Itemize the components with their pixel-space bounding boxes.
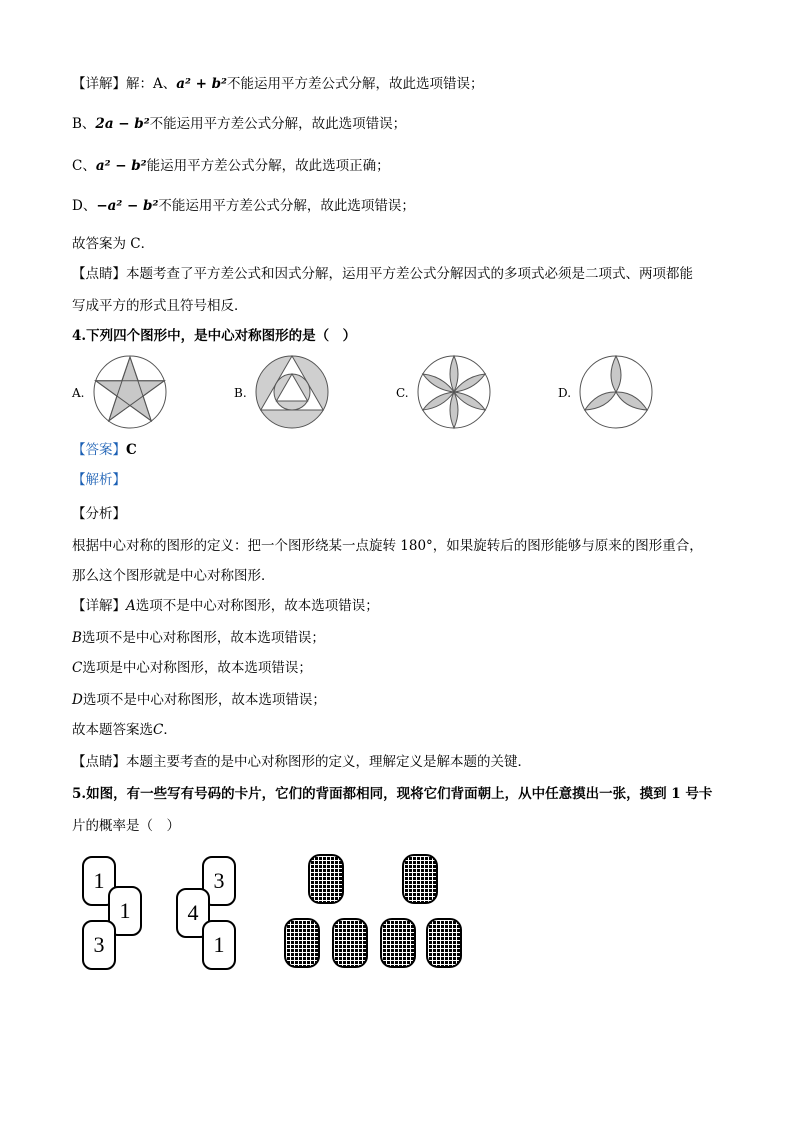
line-text: 选项是中心对称图形，故本选项错误； [82,660,312,676]
math-expression: −a² − b² [96,198,159,214]
line-text: 不能运用平方差公式分解，故此选项错误； [158,198,415,214]
q4-comment-line [72,752,531,772]
q5-question-line-2: 片的概率是（ ） [72,818,180,834]
card-back [308,854,344,904]
q4-detail-line-c [72,658,312,678]
math-expression: a² − b² [95,158,147,174]
answer-tag: 【答案】 [72,442,126,458]
q3-comment-line-2: 写成平方的形式且符号相反． [72,298,248,314]
card-back [380,918,416,968]
option-prefix: B、 [72,116,96,132]
q5-cards-figure [72,854,492,984]
card-front: 1 [108,886,142,936]
option-letter: B [72,630,82,646]
card-front: 1 [82,856,116,906]
line-text: 选项不是中心对称图形，故本选项错误； [135,598,379,614]
option-d-label: D. [558,386,572,400]
q3-detail-line-a [72,74,483,94]
q3-detail-line-b [72,114,406,134]
line-text: 选项不是中心对称图形，故本选项错误； [81,630,325,646]
q3-comment-line-1 [72,264,693,284]
comment-text: 本题考查了平方差公式和因式分解，运用平方差公式分解因式的多项式必须是二项式、两项都能 [126,266,693,282]
comment-tag: 【点睛】 [72,754,126,770]
q5-question-line-1: 5.如图，有一些写有号码的卡片，它们的背面都相同，现将它们背面朝上，从中任意摸出一张，摸到 1 号卡 [72,786,713,802]
q3-answer: 故答案为 C． [72,236,155,252]
q4-fenxi-tag: 【分析】 [72,506,126,522]
q4-fenxi-line-1: 根据中心对称的图形的定义：把一个图形绕某一点旋转 180°，如果旋转后的图形能够与原来的图形重合， [72,538,703,554]
q4-answer-line [72,440,137,460]
card-front: 3 [202,856,236,906]
option-a-star-figure [92,354,168,430]
card-back [402,854,438,904]
math-expression: 2a − b² [95,116,150,132]
option-letter: D [72,692,83,708]
line-text: 故本题答案选 [72,722,153,738]
math-expression: a² + b² [176,76,227,92]
q4-detail-line-a [72,596,379,616]
card-front: 3 [82,920,116,970]
q3-detail-line-d [72,196,415,216]
option-letter: C [153,722,164,738]
card-back [284,918,320,968]
q4-detail-line-b [72,628,325,648]
q4-fenxi-line-2: 那么这个图形就是中心对称图形． [72,568,275,584]
line-text: 能运用平方差公式分解，故此选项正确； [146,158,390,174]
q4-final-answer [72,720,177,740]
detail-tag: 【详解】 [72,598,126,614]
q4-analysis-tag: 【解析】 [72,472,126,488]
option-a-label: A. [72,386,85,400]
answer-value: C [126,442,137,458]
line-text: 不能运用平方差公式分解，故此选项错误； [149,116,407,132]
card-front: 4 [176,888,210,938]
card-back [426,918,462,968]
option-prefix: 解：A、 [126,76,177,92]
card-front: 1 [202,920,236,970]
line-text: ． [163,722,177,738]
option-b-label: B. [234,386,247,400]
line-text: 选项不是中心对称图形，故本选项错误； [82,692,326,708]
option-prefix: C、 [72,158,96,174]
card-back [332,918,368,968]
q4-question: 4.下列四个图形中，是中心对称图形的是（ ） [72,328,357,344]
option-c-flower-figure [416,354,492,430]
option-c-label: C. [396,386,409,400]
q4-detail-line-d [72,690,326,710]
option-letter: A [126,598,136,614]
line-text: 不能运用平方差公式分解，故此选项错误； [226,76,484,92]
option-b-triangle-figure [254,354,330,430]
comment-tag: 【点睛】 [72,266,126,282]
q3-detail-line-c [72,156,390,176]
option-letter: C [72,660,83,676]
option-d-trefoil-figure [578,354,654,430]
comment-text: 本题主要考查的是中心对称图形的定义，理解定义是解本题的关键． [126,754,531,770]
option-prefix: D、 [72,198,97,214]
detail-tag: 【详解】 [72,76,126,92]
